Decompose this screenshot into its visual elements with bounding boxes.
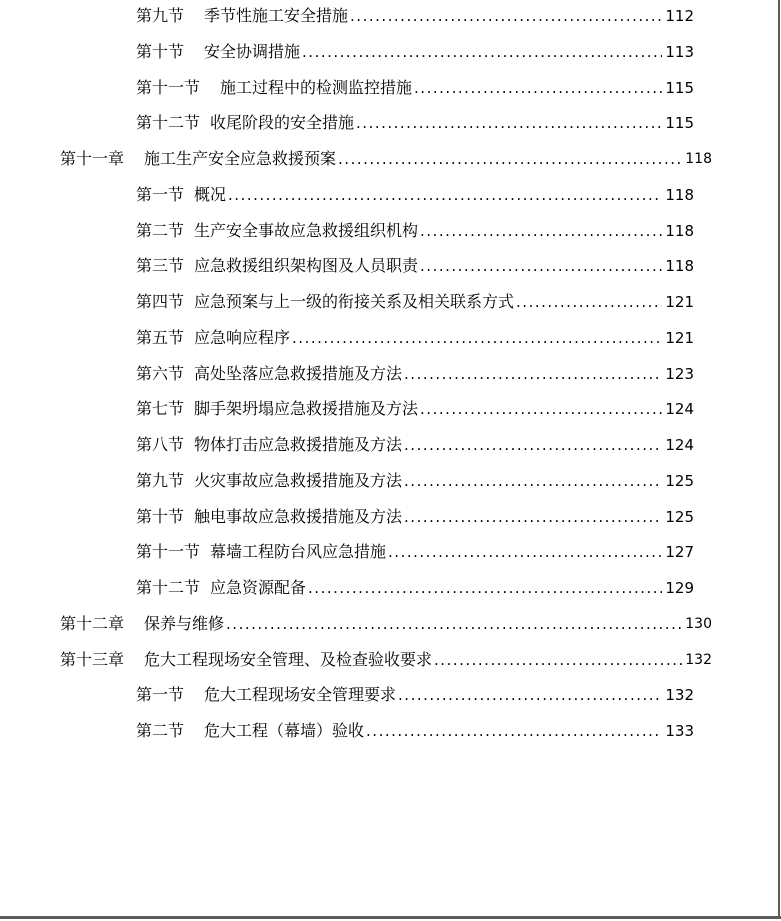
toc-page-number: 113 xyxy=(665,42,694,61)
toc-page-number: 118 xyxy=(665,185,694,204)
toc-page-number: 125 xyxy=(665,507,694,526)
toc-entry-title: 脚手架坍塌应急救援措施及方法 xyxy=(194,399,419,419)
toc-entry-label xyxy=(136,362,402,386)
toc-entry-title: 危大工程现场安全管理要求 xyxy=(204,685,397,705)
toc-dot-leader xyxy=(516,290,662,314)
toc-entry-label xyxy=(136,183,226,207)
toc-entry-label xyxy=(136,4,348,28)
toc-entry-number: 第十节 xyxy=(136,506,185,526)
toc-page-number: 115 xyxy=(665,78,694,97)
toc-page-number: 127 xyxy=(665,543,694,562)
toc-entry-label xyxy=(136,719,364,743)
toc-section-2[interactable] xyxy=(136,76,694,100)
toc-entry-number: 第三节 xyxy=(136,256,185,276)
toc-page-number: 118 xyxy=(665,221,694,240)
toc-dot-leader xyxy=(434,648,682,672)
toc-page-number: 112 xyxy=(665,7,694,25)
toc-entry-title: 火灾事故应急救援措施及方法 xyxy=(194,470,403,490)
toc-entry-label xyxy=(136,540,386,564)
toc-page-number: 118 xyxy=(685,151,712,167)
toc-page-number: 123 xyxy=(665,364,694,383)
toc-section-8[interactable] xyxy=(136,290,694,314)
toc-dot-leader xyxy=(404,469,662,493)
toc-entry-number: 第十一章 xyxy=(60,149,125,168)
toc-chapter-4[interactable] xyxy=(60,147,712,171)
toc-dot-leader xyxy=(414,76,662,100)
toc-dot-leader xyxy=(338,147,682,171)
toc-entry-number: 第十一节 xyxy=(136,542,201,562)
toc-entry-number: 第十节 xyxy=(136,41,185,61)
toc-entry-title: 危大工程现场安全管理、及检查验收要求 xyxy=(144,649,433,669)
toc-page-number: 132 xyxy=(685,651,712,668)
toc-dot-leader xyxy=(404,505,662,529)
toc-section-20[interactable] xyxy=(136,719,694,743)
toc-entry-title: 应急预案与上一级的衔接关系及相关联系方式 xyxy=(194,292,515,311)
toc-entry-number: 第七节 xyxy=(136,399,185,419)
toc-section-11[interactable] xyxy=(136,397,694,421)
toc-page-number: 124 xyxy=(665,400,694,419)
toc-entry-label xyxy=(136,469,402,493)
toc-dot-leader xyxy=(404,362,662,386)
toc-section-16[interactable] xyxy=(136,576,694,600)
toc-entry-number: 第十一节 xyxy=(136,77,201,97)
toc-section-5[interactable] xyxy=(136,183,694,207)
toc-entry-number: 第一节 xyxy=(136,685,185,705)
toc-dot-leader xyxy=(420,397,662,421)
toc-section-14[interactable] xyxy=(136,505,694,529)
toc-section-10[interactable] xyxy=(136,362,694,386)
toc-entry-label xyxy=(136,397,418,421)
toc-page-number: 121 xyxy=(665,293,694,311)
toc-section-19[interactable] xyxy=(136,683,694,707)
toc-section-6[interactable] xyxy=(136,219,694,243)
toc-chapter-17[interactable] xyxy=(60,612,712,636)
toc-entry-label xyxy=(60,147,336,171)
toc-dot-leader xyxy=(302,40,662,64)
toc-page-number: 121 xyxy=(665,328,694,347)
toc-entry-number: 第十二节 xyxy=(136,113,201,133)
toc-dot-leader xyxy=(228,183,662,207)
toc-entry-number: 第十二节 xyxy=(136,578,201,597)
toc-entry-title: 应急救援组织架构图及人员职责 xyxy=(194,256,419,276)
toc-entry-number: 第一节 xyxy=(136,184,185,204)
toc-chapter-18[interactable] xyxy=(60,648,712,672)
toc-dot-leader xyxy=(388,540,662,564)
toc-dot-leader xyxy=(420,254,662,278)
toc-entry-label xyxy=(60,612,224,636)
toc-page-number: 132 xyxy=(665,686,694,705)
toc-entry-label xyxy=(136,326,290,350)
toc-entry-number: 第六节 xyxy=(136,363,185,383)
toc-entry-title: 触电事故应急救援措施及方法 xyxy=(194,506,403,526)
toc-entry-title: 概况 xyxy=(194,184,227,204)
toc-entry-number: 第十三章 xyxy=(60,649,125,669)
toc-page-number: 133 xyxy=(665,722,694,740)
toc-dot-leader xyxy=(356,111,662,135)
toc-page-number: 130 xyxy=(685,615,712,632)
toc-entry-number: 第四节 xyxy=(136,292,185,311)
toc-section-7[interactable] xyxy=(136,254,694,278)
toc-entry-title: 收尾阶段的安全措施 xyxy=(210,113,355,133)
toc-entry-title: 施工过程中的检测监控措施 xyxy=(220,77,413,97)
toc-entry-number: 第九节 xyxy=(136,6,185,25)
toc-entry-title: 危大工程（幕墙）验收 xyxy=(204,721,365,740)
toc-section-3[interactable] xyxy=(136,111,694,135)
toc-section-1[interactable] xyxy=(136,40,694,64)
page-border-right xyxy=(778,0,780,916)
toc-entry-title: 保养与维修 xyxy=(144,613,225,633)
toc-entry-title: 高处坠落应急救援措施及方法 xyxy=(194,363,403,383)
toc-entry-title: 应急响应程序 xyxy=(194,327,291,347)
toc-entry-label xyxy=(60,648,432,672)
toc-page-number: 115 xyxy=(665,114,694,133)
toc-entry-label xyxy=(136,254,418,278)
toc-entry-number: 第二节 xyxy=(136,220,185,240)
toc-entry-title: 安全协调措施 xyxy=(204,41,301,61)
toc-section-13[interactable] xyxy=(136,469,694,493)
toc-entry-number: 第九节 xyxy=(136,470,185,490)
toc-entry-label xyxy=(136,683,396,707)
toc-entry-label xyxy=(136,111,354,135)
toc-entry-title: 幕墙工程防台风应急措施 xyxy=(210,542,387,562)
toc-entry-number: 第二节 xyxy=(136,721,185,740)
toc-entry-label xyxy=(136,290,514,314)
toc-entry-label xyxy=(136,576,306,600)
toc-entry-label xyxy=(136,433,402,457)
toc-page-number: 118 xyxy=(665,257,694,276)
toc-dot-leader xyxy=(404,433,662,457)
toc-section-9[interactable] xyxy=(136,326,694,350)
toc-entry-title: 生产安全事故应急救援组织机构 xyxy=(194,220,419,240)
toc-entry-title: 物体打击应急救援措施及方法 xyxy=(194,435,403,454)
toc-dot-leader xyxy=(308,576,662,600)
toc-dot-leader xyxy=(398,683,662,707)
toc-section-12[interactable] xyxy=(136,433,694,457)
toc-dot-leader xyxy=(366,719,662,743)
toc-entry-number: 第五节 xyxy=(136,327,185,347)
toc-entry-label xyxy=(136,505,402,529)
toc-dot-leader xyxy=(420,219,662,243)
page-border-bottom xyxy=(0,916,781,919)
toc-entry-label xyxy=(136,76,412,100)
toc-entry-title: 应急资源配备 xyxy=(210,578,307,597)
toc-entry-title: 施工生产安全应急救援预案 xyxy=(144,149,337,168)
toc-section-0[interactable] xyxy=(136,4,694,28)
toc-entry-number: 第八节 xyxy=(136,435,185,454)
toc-dot-leader xyxy=(350,4,662,28)
toc-dot-leader xyxy=(226,612,682,636)
toc-entry-title: 季节性施工安全措施 xyxy=(204,6,349,25)
toc-section-15[interactable] xyxy=(136,540,694,564)
toc-page-number: 125 xyxy=(665,471,694,490)
toc-dot-leader xyxy=(292,326,662,350)
toc-page-number: 129 xyxy=(665,579,694,597)
toc-entry-number: 第十二章 xyxy=(60,613,125,633)
toc-entry-label xyxy=(136,40,300,64)
toc-page-number: 124 xyxy=(665,436,694,454)
toc-entry-label xyxy=(136,219,418,243)
